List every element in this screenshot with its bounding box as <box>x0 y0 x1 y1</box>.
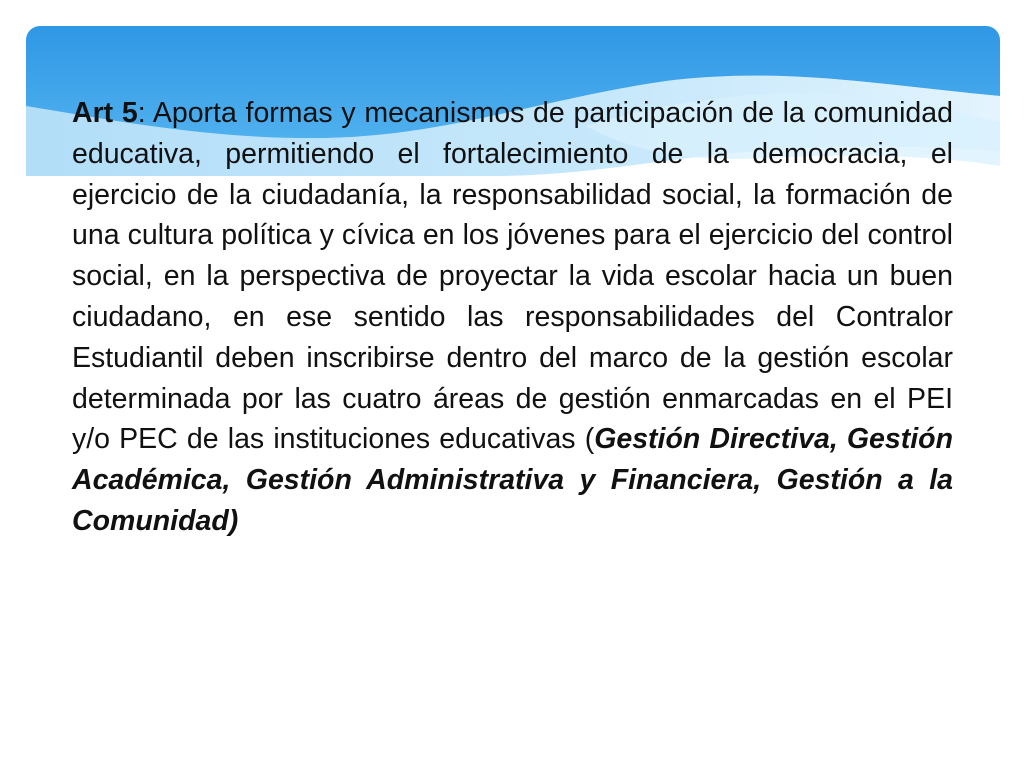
article-label: Art 5 <box>72 97 138 129</box>
article-body: Aporta formas y mecanismos de participación de la comunidad educativa, permitiendo el fortalecimiento de la democracia, el ejercicio de la ciudadanía, la responsabilidad social, la formación de una cultura política y cívica en los jóvenes para el ejercicio del control social, en la perspectiva de proyectar la vida escolar hacia un buen ciudadano, en ese sentido las responsabilidades del Contralor Estudiantil deben inscribirse dentro del marco de la gestión escolar determinada por las cuatro áreas de gestión enmarcadas en el PEI y/o PEC de las instituciones educativas ( <box>72 97 953 456</box>
article-colon: : <box>137 97 146 129</box>
article-paragraph <box>72 93 953 542</box>
article-emphasis: Gestión Directiva, Gestión Académica, Gestión Administrativa y Financiera, Gestión a la Comunidad) <box>72 423 953 537</box>
